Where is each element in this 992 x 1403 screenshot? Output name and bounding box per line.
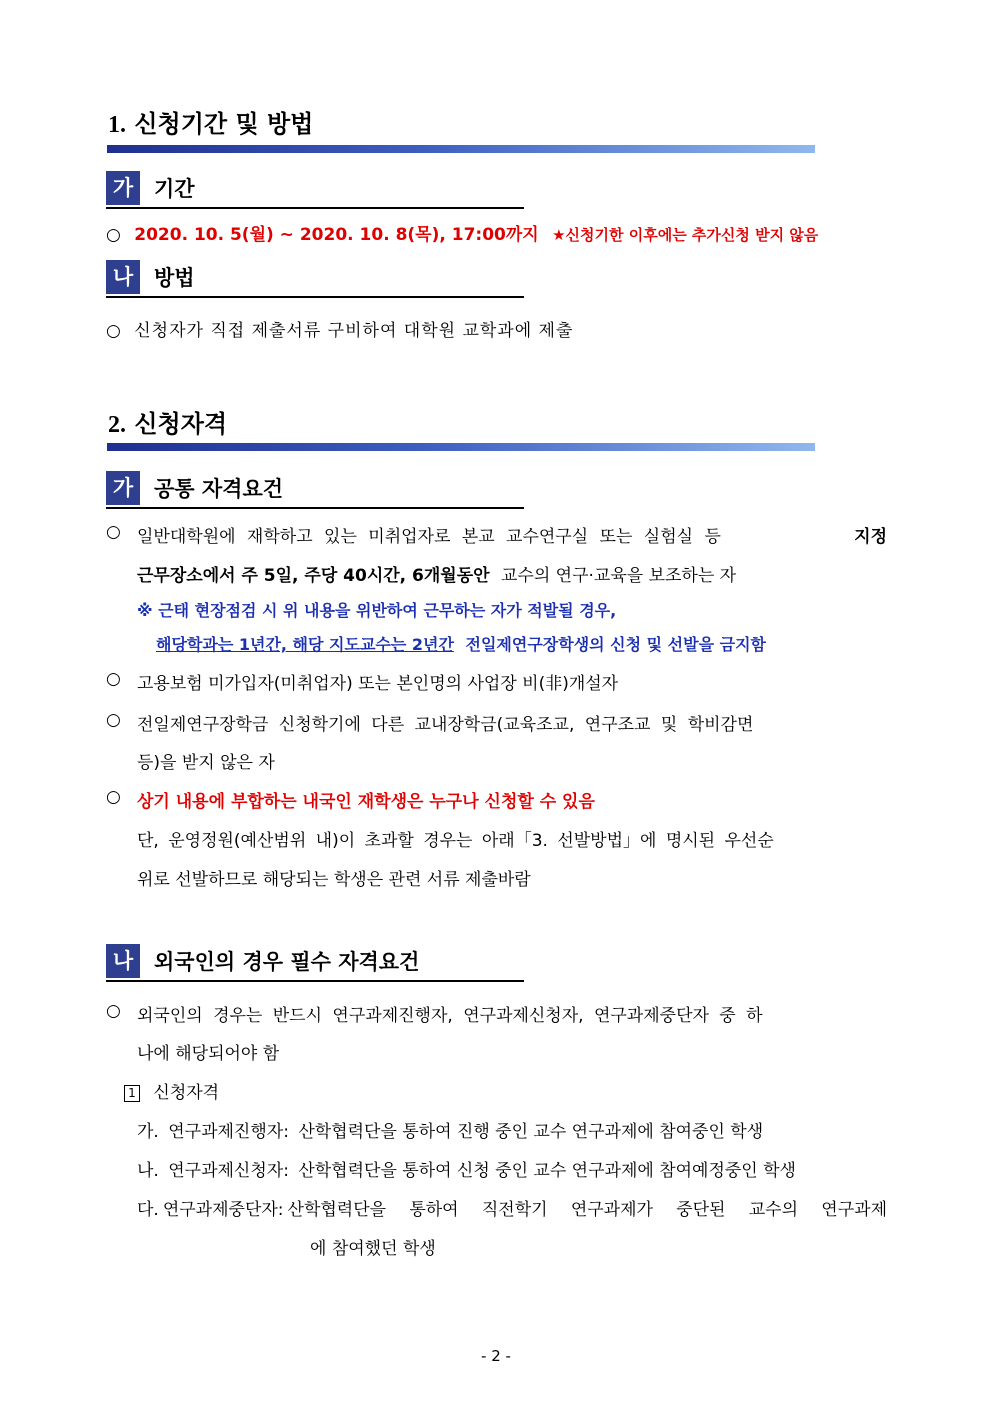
qualification-row-3: 다. 연구과제중단자: 산학협력단을 통하여 직전학기 연구과제가 중단된 교수의 연구과제 <box>137 1200 887 1220</box>
bullet: ○ <box>106 225 121 245</box>
section-label: 기간 <box>154 177 195 201</box>
section1-sub-a-heading <box>106 171 524 209</box>
common-item3-line2: 등)을 받지 않은 자 <box>137 753 275 773</box>
method-line <box>106 316 573 341</box>
bullet: ○ <box>106 669 121 689</box>
section2-divider <box>107 443 815 451</box>
section-badge: 가 <box>106 471 140 505</box>
warning-line2: 해당학과는 1년간, 해당 지도교수는 2년간 전일제연구장학생의 신청 및 선발을 금지함 <box>156 635 766 654</box>
common-item4-highlight: 상기 내용에 부합하는 내국인 재학생은 누구나 신청할 수 있음 <box>137 792 595 812</box>
period-text: 2020. 10. 5(월) ~ 2020. 10. 8(목), 17:00까지 <box>134 225 539 245</box>
foreign-item1-line1: 외국인의 경우는 반드시 연구과제진행자, 연구과제신청자, 연구과제중단자 중 하 <box>137 1006 763 1026</box>
period-note: ★신청기한 이후에는 추가신청 받지 않음 <box>552 226 819 244</box>
section1-title: 1. 신청기간 및 방법 <box>108 110 314 138</box>
common-item4-line3: 위로 선발하므로 해당되는 학생은 관련 서류 제출바람 <box>137 870 531 890</box>
bullet: ○ <box>106 710 121 730</box>
section2-title: 2. 신청자격 <box>108 410 228 438</box>
common-item1-line2: 근무장소에서 주 5일, 주당 40시간, 6개월동안 교수의 연구·교육을 보조하는 자 <box>137 566 737 586</box>
qualification-row-1: 가. 연구과제진행자: 산학협력단을 통하여 진행 중인 교수 연구과제에 참여중인 학생 <box>137 1122 764 1142</box>
section-badge: 나 <box>106 944 140 978</box>
qualification-heading: 1 신청자격 <box>124 1078 219 1103</box>
period-line <box>106 220 818 245</box>
qualification-row-2: 나. 연구과제신청자: 산학협력단을 통하여 신청 중인 교수 연구과제에 참여예정중인 학생 <box>137 1161 796 1181</box>
page-number: - 2 - <box>481 1347 511 1365</box>
common-item3-line1: 전일제연구장학금 신청학기에 다른 교내장학금(교육조교, 연구조교 및 학비감면 <box>137 715 754 735</box>
section2-sub-a-heading <box>106 471 524 509</box>
section1-divider <box>107 145 815 153</box>
method-text: 신청자가 직접 제출서류 구비하여 대학원 교학과에 제출 <box>134 321 574 341</box>
section-badge: 가 <box>106 171 140 205</box>
section-badge: 나 <box>106 260 140 294</box>
section-label: 외국인의 경우 필수 자격요건 <box>154 950 420 974</box>
common-item1-line1: 일반대학원에 재학하고 있는 미취업자로 본교 교수연구실 또는 실험실 등 지정 <box>137 527 887 547</box>
bullet: ○ <box>106 787 121 807</box>
bullet: ○ <box>106 522 121 542</box>
section1-sub-b-heading <box>106 260 524 298</box>
warning-line1: ※ 근태 현장점검 시 위 내용을 위반하여 근무하는 자가 적발될 경우, <box>137 601 617 620</box>
bullet: ○ <box>106 1001 121 1021</box>
qualification-row-3-cont: 에 참여했던 학생 <box>310 1239 436 1259</box>
common-item2: 고용보험 미가입자(미취업자) 또는 본인명의 사업장 비(非)개설자 <box>137 674 619 694</box>
bullet: ○ <box>106 321 121 341</box>
qualification-number: 1 <box>124 1085 140 1102</box>
section-label: 공통 자격요건 <box>154 477 284 501</box>
common-item4-line2: 단, 운영정원(예산범위 내)이 초과할 경우는 아래「3. 선발방법」에 명시된 우선순 <box>137 831 774 851</box>
foreign-item1-line2: 나에 해당되어야 함 <box>137 1044 280 1064</box>
section-label: 방법 <box>154 266 195 290</box>
section2-sub-b-heading <box>106 944 524 982</box>
